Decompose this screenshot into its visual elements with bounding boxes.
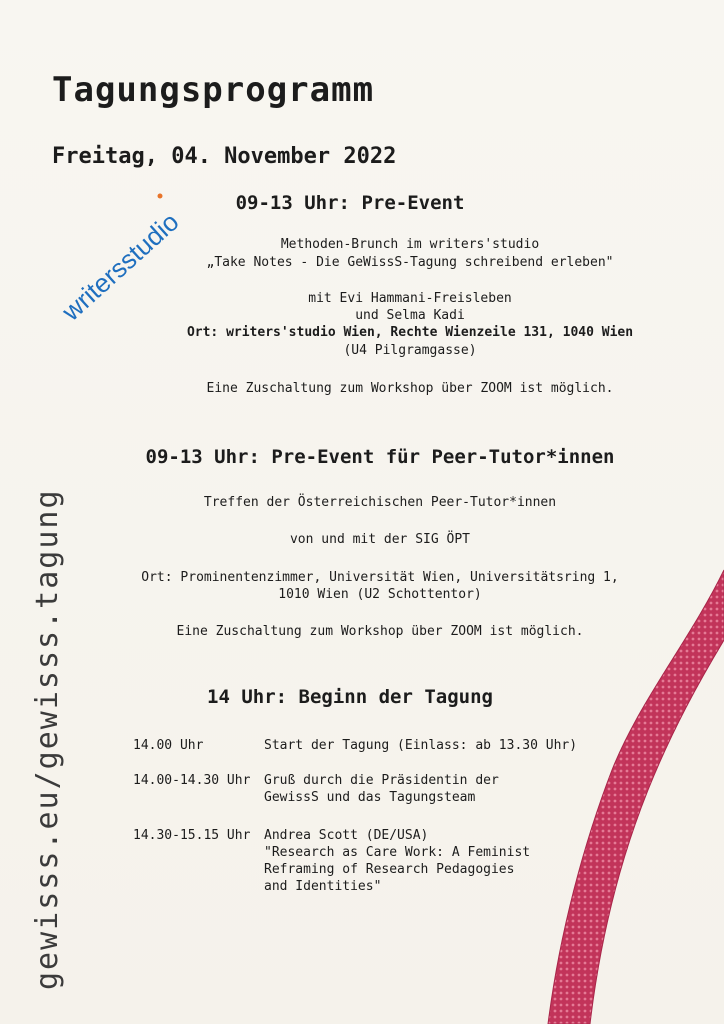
- section-2-heading: 09-13 Uhr: Pre-Event für Peer-Tutor*innen: [145, 446, 615, 468]
- schedule-desc-line: and Identities": [264, 879, 382, 894]
- schedule-desc-line: "Research as Care Work: A Feminist: [264, 845, 531, 860]
- schedule-time: 14.00-14.30 Uhr: [133, 773, 251, 788]
- vertical-url-text: gewisss.eu/gewisss.tagung: [30, 488, 65, 990]
- section-2-line-1: Treffen der Österreichischen Peer-Tutor*innen: [203, 495, 557, 510]
- schedule-desc-line: Andrea Scott (DE/USA): [264, 828, 429, 843]
- schedule-time: 14.00 Uhr: [133, 738, 204, 753]
- event-date: Freitag, 04. November 2022: [52, 144, 397, 169]
- section-1-transit: (U4 Pilgramgasse): [343, 343, 477, 358]
- section-1-line-2: „Take Notes - Die GeWissS-Tagung schreibend erleben": [206, 255, 614, 270]
- page-title: Tagungsprogramm: [52, 70, 375, 110]
- schedule-time: 14.30-15.15 Uhr: [133, 828, 251, 843]
- section-3-heading: 14 Uhr: Beginn der Tagung: [207, 686, 493, 708]
- schedule-desc: [264, 827, 594, 895]
- section-1-line-4: und Selma Kadi: [355, 308, 465, 323]
- section-1-heading: 09-13 Uhr: Pre-Event: [235, 192, 465, 214]
- section-1-location: Ort: writers'studio Wien, Rechte Wienzeile 131, 1040 Wien: [186, 325, 634, 340]
- section-2-location: Ort: Prominentenzimmer, Universität Wien, Universitätsring 1,: [141, 570, 619, 585]
- section-2-zoom-note: Eine Zuschaltung zum Workshop über ZOOM ist möglich.: [176, 624, 584, 639]
- section-1-line-3: mit Evi Hammani-Freisleben: [308, 291, 512, 306]
- schedule-desc-line: Start der Tagung (Einlass: ab 13.30 Uhr): [264, 738, 578, 753]
- schedule-desc: [264, 737, 594, 754]
- schedule-desc-line: GewissS und das Tagungsteam: [264, 790, 476, 805]
- schedule-desc-line: Gruß durch die Präsidentin der: [264, 773, 499, 788]
- logo-text: writersstudio: [55, 206, 185, 327]
- section-2-location-2: 1010 Wien (U2 Schottentor): [278, 587, 482, 602]
- schedule-desc-line: Reframing of Research Pedagogies: [264, 862, 515, 877]
- section-1-line-1: Methoden-Brunch im writers'studio: [280, 237, 540, 252]
- schedule-desc: [264, 772, 594, 806]
- section-1-zoom-note: Eine Zuschaltung zum Workshop über ZOOM ist möglich.: [206, 381, 614, 396]
- section-2-line-2: von und mit der SIG ÖPT: [289, 532, 470, 547]
